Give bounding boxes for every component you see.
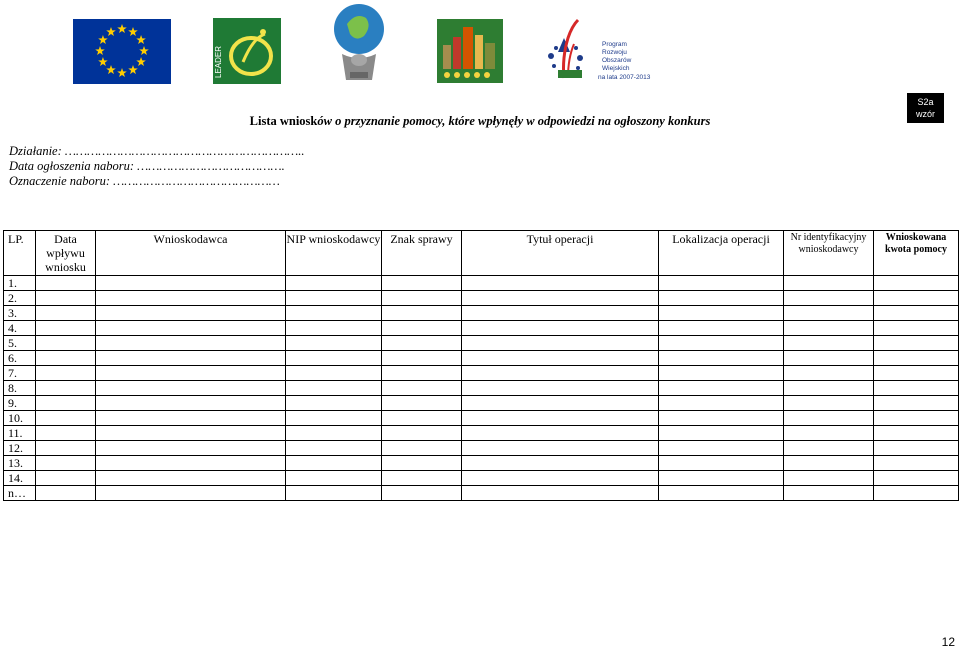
table-cell[interactable] bbox=[659, 276, 784, 291]
field-data-ogloszenia: Data ogłoszenia naboru: …………………………………. bbox=[9, 159, 285, 173]
table-cell[interactable] bbox=[462, 321, 659, 336]
table-cell[interactable] bbox=[784, 381, 874, 396]
field-oznaczenie: Oznaczenie naboru: ……………………………………… bbox=[9, 174, 280, 188]
table-cell[interactable] bbox=[874, 471, 959, 486]
table-cell[interactable] bbox=[36, 351, 96, 366]
eu-flag-logo bbox=[73, 19, 171, 84]
table-body bbox=[4, 276, 959, 501]
table-row bbox=[4, 291, 959, 306]
table-row bbox=[4, 396, 959, 411]
table-row bbox=[4, 426, 959, 441]
field-dzialanie: Działanie: ……………………………………………………….. bbox=[9, 144, 305, 158]
table-cell[interactable] bbox=[874, 456, 959, 471]
table-cell[interactable] bbox=[462, 456, 659, 471]
table-cell[interactable] bbox=[286, 441, 382, 456]
leader-logo bbox=[213, 18, 281, 84]
table-cell[interactable] bbox=[96, 471, 286, 486]
table-cell[interactable] bbox=[659, 456, 784, 471]
table-row bbox=[4, 381, 959, 396]
table-cell[interactable] bbox=[382, 291, 462, 306]
table-cell[interactable] bbox=[286, 396, 382, 411]
table-cell[interactable] bbox=[36, 366, 96, 381]
table-cell[interactable] bbox=[286, 486, 382, 501]
prow-line-4: Wiejskich bbox=[602, 65, 630, 72]
title-part-3: które wpłynęły w odpowiedzi na ogłoszony konkurs bbox=[448, 114, 711, 128]
table-cell[interactable] bbox=[36, 411, 96, 426]
table-cell[interactable] bbox=[286, 381, 382, 396]
header-znak-sprawy: Znak sprawy bbox=[382, 231, 462, 276]
table-cell[interactable] bbox=[659, 321, 784, 336]
table-cell[interactable] bbox=[96, 291, 286, 306]
table-cell[interactable] bbox=[286, 456, 382, 471]
ksow-globe-logo bbox=[330, 2, 388, 84]
row-number: 10. bbox=[4, 411, 36, 426]
table-cell[interactable] bbox=[286, 351, 382, 366]
table-cell[interactable] bbox=[874, 321, 959, 336]
table-cell[interactable] bbox=[96, 411, 286, 426]
table-cell[interactable] bbox=[36, 396, 96, 411]
table-cell[interactable] bbox=[286, 471, 382, 486]
table-cell[interactable] bbox=[784, 351, 874, 366]
header-lokalizacja: Lokalizacja operacji bbox=[659, 231, 784, 276]
table-cell[interactable] bbox=[874, 291, 959, 306]
table-row bbox=[4, 471, 959, 486]
table-row bbox=[4, 411, 959, 426]
table-cell[interactable] bbox=[874, 366, 959, 381]
row-number: 6. bbox=[4, 351, 36, 366]
table-cell[interactable] bbox=[96, 321, 286, 336]
table-cell[interactable] bbox=[784, 396, 874, 411]
table-cell[interactable] bbox=[874, 381, 959, 396]
row-number: 1. bbox=[4, 276, 36, 291]
title-part-2: ów o przyznanie pomocy, bbox=[317, 114, 449, 128]
table-cell[interactable] bbox=[382, 411, 462, 426]
table-cell[interactable] bbox=[382, 396, 462, 411]
table-cell[interactable] bbox=[36, 276, 96, 291]
table-row bbox=[4, 351, 959, 366]
table-cell[interactable] bbox=[382, 426, 462, 441]
table-cell[interactable] bbox=[382, 456, 462, 471]
table-cell[interactable] bbox=[784, 276, 874, 291]
table-cell[interactable] bbox=[874, 336, 959, 351]
table-cell[interactable] bbox=[286, 276, 382, 291]
table-cell[interactable] bbox=[96, 426, 286, 441]
table-cell[interactable] bbox=[659, 336, 784, 351]
table-cell[interactable] bbox=[874, 411, 959, 426]
table-cell[interactable] bbox=[784, 456, 874, 471]
table-cell[interactable] bbox=[462, 426, 659, 441]
table-cell[interactable] bbox=[382, 336, 462, 351]
row-number: 14. bbox=[4, 471, 36, 486]
table-cell[interactable] bbox=[462, 381, 659, 396]
page-number: 12 bbox=[941, 635, 955, 649]
badge-code: S2a bbox=[917, 97, 934, 107]
table-cell[interactable] bbox=[462, 276, 659, 291]
table-cell[interactable] bbox=[659, 486, 784, 501]
row-number: 3. bbox=[4, 306, 36, 321]
table-cell[interactable] bbox=[874, 351, 959, 366]
table-cell[interactable] bbox=[874, 306, 959, 321]
applications-table bbox=[3, 230, 959, 501]
table-cell[interactable] bbox=[36, 471, 96, 486]
table-cell[interactable] bbox=[659, 306, 784, 321]
table-cell[interactable] bbox=[462, 396, 659, 411]
table-cell[interactable] bbox=[96, 276, 286, 291]
table-cell[interactable] bbox=[36, 381, 96, 396]
row-number: 9. bbox=[4, 396, 36, 411]
table-cell[interactable] bbox=[382, 321, 462, 336]
leader-lgd-logo bbox=[437, 19, 503, 83]
badge-label: wzór bbox=[915, 109, 935, 119]
table-cell[interactable] bbox=[382, 441, 462, 456]
row-number: 5. bbox=[4, 336, 36, 351]
row-number: 12. bbox=[4, 441, 36, 456]
header-wnioskodawca: Wnioskodawca bbox=[96, 231, 286, 276]
table-cell[interactable] bbox=[96, 366, 286, 381]
table-cell[interactable] bbox=[36, 456, 96, 471]
table-cell[interactable] bbox=[659, 426, 784, 441]
header-tytul-operacji: Tytuł operacji bbox=[462, 231, 659, 276]
leader-logo-text: LEADER bbox=[214, 45, 223, 78]
table-row bbox=[4, 321, 959, 336]
header-nr-identyfikacyjny: Nr identyfikacyjny wnioskodawcy bbox=[784, 231, 874, 276]
table-cell[interactable] bbox=[659, 381, 784, 396]
table-cell[interactable] bbox=[874, 396, 959, 411]
table-cell[interactable] bbox=[659, 471, 784, 486]
table-cell[interactable] bbox=[462, 336, 659, 351]
prow-line-1: Program bbox=[602, 41, 627, 48]
table-cell[interactable] bbox=[784, 486, 874, 501]
table-cell[interactable] bbox=[659, 441, 784, 456]
row-number: 2. bbox=[4, 291, 36, 306]
table-cell[interactable] bbox=[462, 471, 659, 486]
table-cell[interactable] bbox=[784, 336, 874, 351]
table-cell[interactable] bbox=[784, 426, 874, 441]
row-number: 13. bbox=[4, 456, 36, 471]
table-cell[interactable] bbox=[96, 306, 286, 321]
table-cell[interactable] bbox=[36, 336, 96, 351]
title-part-1: Lista wniosk bbox=[249, 114, 318, 128]
table-row bbox=[4, 366, 959, 381]
table-cell[interactable] bbox=[784, 306, 874, 321]
table-cell[interactable] bbox=[382, 381, 462, 396]
table-cell[interactable] bbox=[286, 411, 382, 426]
table-cell[interactable] bbox=[874, 426, 959, 441]
table-cell[interactable] bbox=[286, 321, 382, 336]
table-cell[interactable] bbox=[659, 366, 784, 381]
row-number: 4. bbox=[4, 321, 36, 336]
table-row bbox=[4, 456, 959, 471]
table-cell[interactable] bbox=[659, 396, 784, 411]
row-number: 11. bbox=[4, 426, 36, 441]
table-row bbox=[4, 441, 959, 456]
table-cell[interactable] bbox=[659, 351, 784, 366]
table-cell[interactable] bbox=[462, 486, 659, 501]
table-cell[interactable] bbox=[462, 366, 659, 381]
table-cell[interactable] bbox=[286, 366, 382, 381]
table-cell[interactable] bbox=[462, 291, 659, 306]
prow-line-3: Obszarów bbox=[602, 57, 632, 64]
table-cell[interactable] bbox=[874, 276, 959, 291]
document-title bbox=[0, 114, 960, 129]
prow-logo bbox=[542, 18, 652, 84]
table-row bbox=[4, 336, 959, 351]
prow-line-2: Rozwoju bbox=[602, 49, 627, 56]
table-cell[interactable] bbox=[784, 366, 874, 381]
table-cell[interactable] bbox=[36, 321, 96, 336]
table-cell[interactable] bbox=[286, 291, 382, 306]
table-cell[interactable] bbox=[96, 456, 286, 471]
table-cell[interactable] bbox=[286, 336, 382, 351]
table-cell[interactable] bbox=[36, 291, 96, 306]
table-cell[interactable] bbox=[96, 381, 286, 396]
table-cell[interactable] bbox=[96, 396, 286, 411]
row-number: 8. bbox=[4, 381, 36, 396]
table-cell[interactable] bbox=[784, 411, 874, 426]
table-cell[interactable] bbox=[462, 351, 659, 366]
table-cell[interactable] bbox=[659, 411, 784, 426]
table-header-row bbox=[4, 231, 959, 276]
header-data-wplywu: Data wpływu wniosku bbox=[36, 231, 96, 276]
prow-line-5: na lata 2007-2013 bbox=[598, 74, 651, 81]
table-cell[interactable] bbox=[382, 276, 462, 291]
table-cell[interactable] bbox=[784, 321, 874, 336]
table-cell[interactable] bbox=[784, 441, 874, 456]
header-nip: NIP wnioskodawcy bbox=[286, 231, 382, 276]
table-cell[interactable] bbox=[874, 486, 959, 501]
table-cell[interactable] bbox=[784, 291, 874, 306]
table-cell[interactable] bbox=[462, 441, 659, 456]
header-wnioskowana-kwota: Wnioskowana kwota pomocy bbox=[874, 231, 959, 276]
table-cell[interactable] bbox=[96, 351, 286, 366]
table-cell[interactable] bbox=[462, 411, 659, 426]
table-cell[interactable] bbox=[462, 306, 659, 321]
table-row bbox=[4, 486, 959, 501]
table-cell[interactable] bbox=[382, 306, 462, 321]
table-cell[interactable] bbox=[382, 351, 462, 366]
table-cell[interactable] bbox=[36, 441, 96, 456]
table-row bbox=[4, 276, 959, 291]
table-cell[interactable] bbox=[382, 486, 462, 501]
table-cell[interactable] bbox=[286, 426, 382, 441]
table-cell[interactable] bbox=[36, 306, 96, 321]
table-cell[interactable] bbox=[874, 441, 959, 456]
table-cell[interactable] bbox=[659, 291, 784, 306]
table-row bbox=[4, 306, 959, 321]
table-cell[interactable] bbox=[36, 486, 96, 501]
table-cell[interactable] bbox=[784, 471, 874, 486]
row-number: n… bbox=[4, 486, 36, 501]
table-cell[interactable] bbox=[286, 306, 382, 321]
table-cell[interactable] bbox=[96, 441, 286, 456]
table-cell[interactable] bbox=[96, 336, 286, 351]
table-cell[interactable] bbox=[96, 486, 286, 501]
table-cell[interactable] bbox=[382, 366, 462, 381]
table-cell[interactable] bbox=[382, 471, 462, 486]
row-number: 7. bbox=[4, 366, 36, 381]
table-cell[interactable] bbox=[36, 426, 96, 441]
header-lp: LP. bbox=[4, 231, 36, 276]
